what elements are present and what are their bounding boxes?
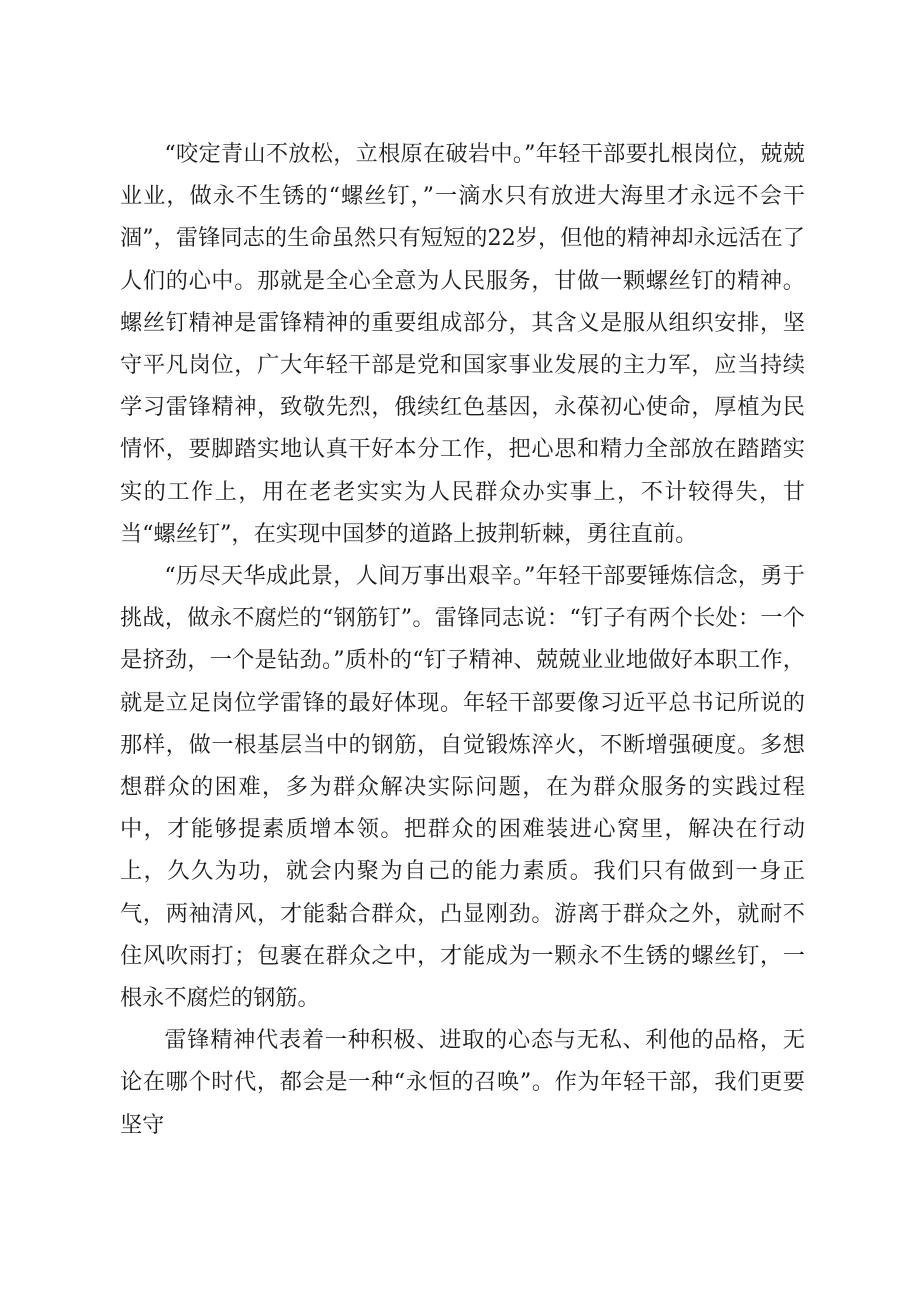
paragraph-eternal-call: 雷锋精神代表着一种积极、进取的心态与无私、利他的品格，无论在哪个时代，都会是一种“永恒的召唤”。作为年轻干部，我们更要坚守	[120, 1027, 805, 1138]
paragraph-screw-spirit: “咬定青山不放松，立根原在破岩中。”年轻干部要扎根岗位，兢兢业业，做永不生锈的“螺丝钉，”一滴水只有放进大海里才永远不会干涸”，雷锋同志的生命虽然只有短短的22岁，但他的精神却永远活在了人们的心中。那就是全心全意为人民服务，甘做一颗螺丝钉的精神。螺丝钉精神是雷锋精神的重要组成部分，其含义是服从组织安排，坚守平凡岗位，广大年轻干部是党和国家事业发展的主力军，应当持续学习雷锋精神，致敬先烈，俄续红色基因，永葆初心使命，厚植为民情怀，要脚踏实地认真干好本分工作，把心思和精力全部放在踏踏实实的工作上，用在老老实实为人民群众办实事上，不计较得失，甘当“螺丝钉”，在实现中国梦的道路上披荆斩棘，勇往直前。	[120, 141, 805, 547]
document-body	[120, 133, 805, 1146]
paragraph-steel-nail-spirit: “历尽天华成此景，人间万事出艰辛。”年轻干部要锤炼信念，勇于挑战，做永不腐烂的“钢筋钉”。雷锋同志说：“钉子有两个长处：一个是挤劲，一个是钻劲。”质朴的“钉子精神、兢兢业业地做好本职工作，就是立足岗位学雷锋的最好体现。年轻干部要像习近平总书记所说的那样，做一根基层当中的钢筋，自觉锻炼淬火，不断增强硬度。多想想群众的困难，多为群众解决实际问题，在为群众服务的实践过程中，才能够提素质增本领。把群众的困难装进心窝里，解决在行动上，久久为功，就会内聚为自己的能力素质。我们只有做到一身正气，两袖清风，才能黏合群众，凸显刚劲。游离于群众之外，就耐不住风吹雨打；包裹在群众之中，才能成为一颗永不生锈的螺丝钉，一根永不腐烂的钢筋。	[120, 563, 805, 1012]
